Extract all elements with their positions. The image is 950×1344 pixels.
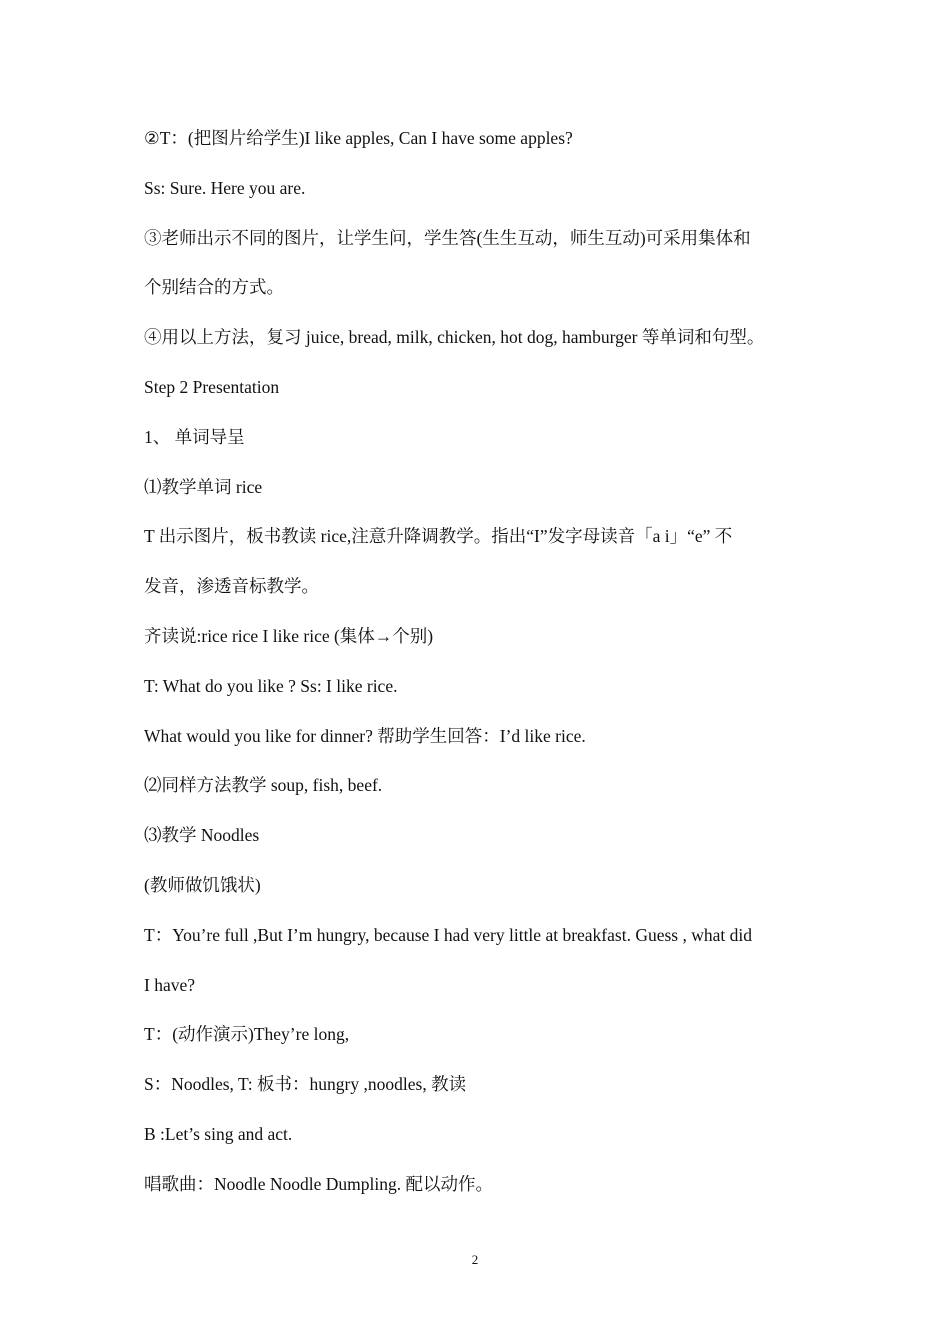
text-line: B :Let’s sing and act. <box>144 1123 293 1144</box>
text-line: What would you like for dinner? 帮助学生回答：I’d like rice. <box>144 725 586 746</box>
text-line: T 出示图片，板书教读 rice,注意升降调教学。指出“I”发字母读音「a i」“e” 不 <box>144 526 733 547</box>
document-body <box>144 114 816 1210</box>
text-line: (教师做饥饿状) <box>144 874 261 895</box>
text-line: ④用以上方法，复习 juice, bread, milk, chicken, hot dog, hamburger 等单词和句型。 <box>144 327 765 348</box>
text-line: ③老师出示不同的图片，让学生问，学生答(生生互动，师生互动)可采用集体和 <box>144 227 751 248</box>
text-line: ⑶教学 Noodles <box>144 825 260 846</box>
text-line: ⑴教学单词 rice <box>144 476 263 497</box>
text-line: Ss: Sure. Here you are. <box>144 177 306 198</box>
text-line: 1、 单词导呈 <box>144 426 245 447</box>
text-line: 唱歌曲：Noodle Noodle Dumpling. 配以动作。 <box>144 1173 494 1194</box>
text-line: T：You’re full ,But I’m hungry, because I had very little at breakfast. Guess , what did <box>144 924 752 945</box>
text-line: 齐读说:rice rice I like rice (集体→个别) <box>144 625 434 646</box>
text-line: ②T：(把图片给学生)I like apples, Can I have some apples? <box>144 128 573 148</box>
section-heading: Step 2 Presentation <box>144 376 280 397</box>
text-line: S：Noodles, T: 板书：hungry ,noodles, 教读 <box>144 1074 467 1095</box>
text-line: 个别结合的方式。 <box>144 277 284 298</box>
text-line: I have? <box>144 974 196 995</box>
text-line: T: What do you like ? Ss: I like rice. <box>144 675 398 696</box>
text-line: 发音，渗透音标教学。 <box>144 576 319 597</box>
text-line: ⑵同样方法教学 soup, fish, beef. <box>144 775 383 796</box>
page-number: 2 <box>471 1252 479 1267</box>
text-line: T：(动作演示)They’re long, <box>144 1024 350 1045</box>
